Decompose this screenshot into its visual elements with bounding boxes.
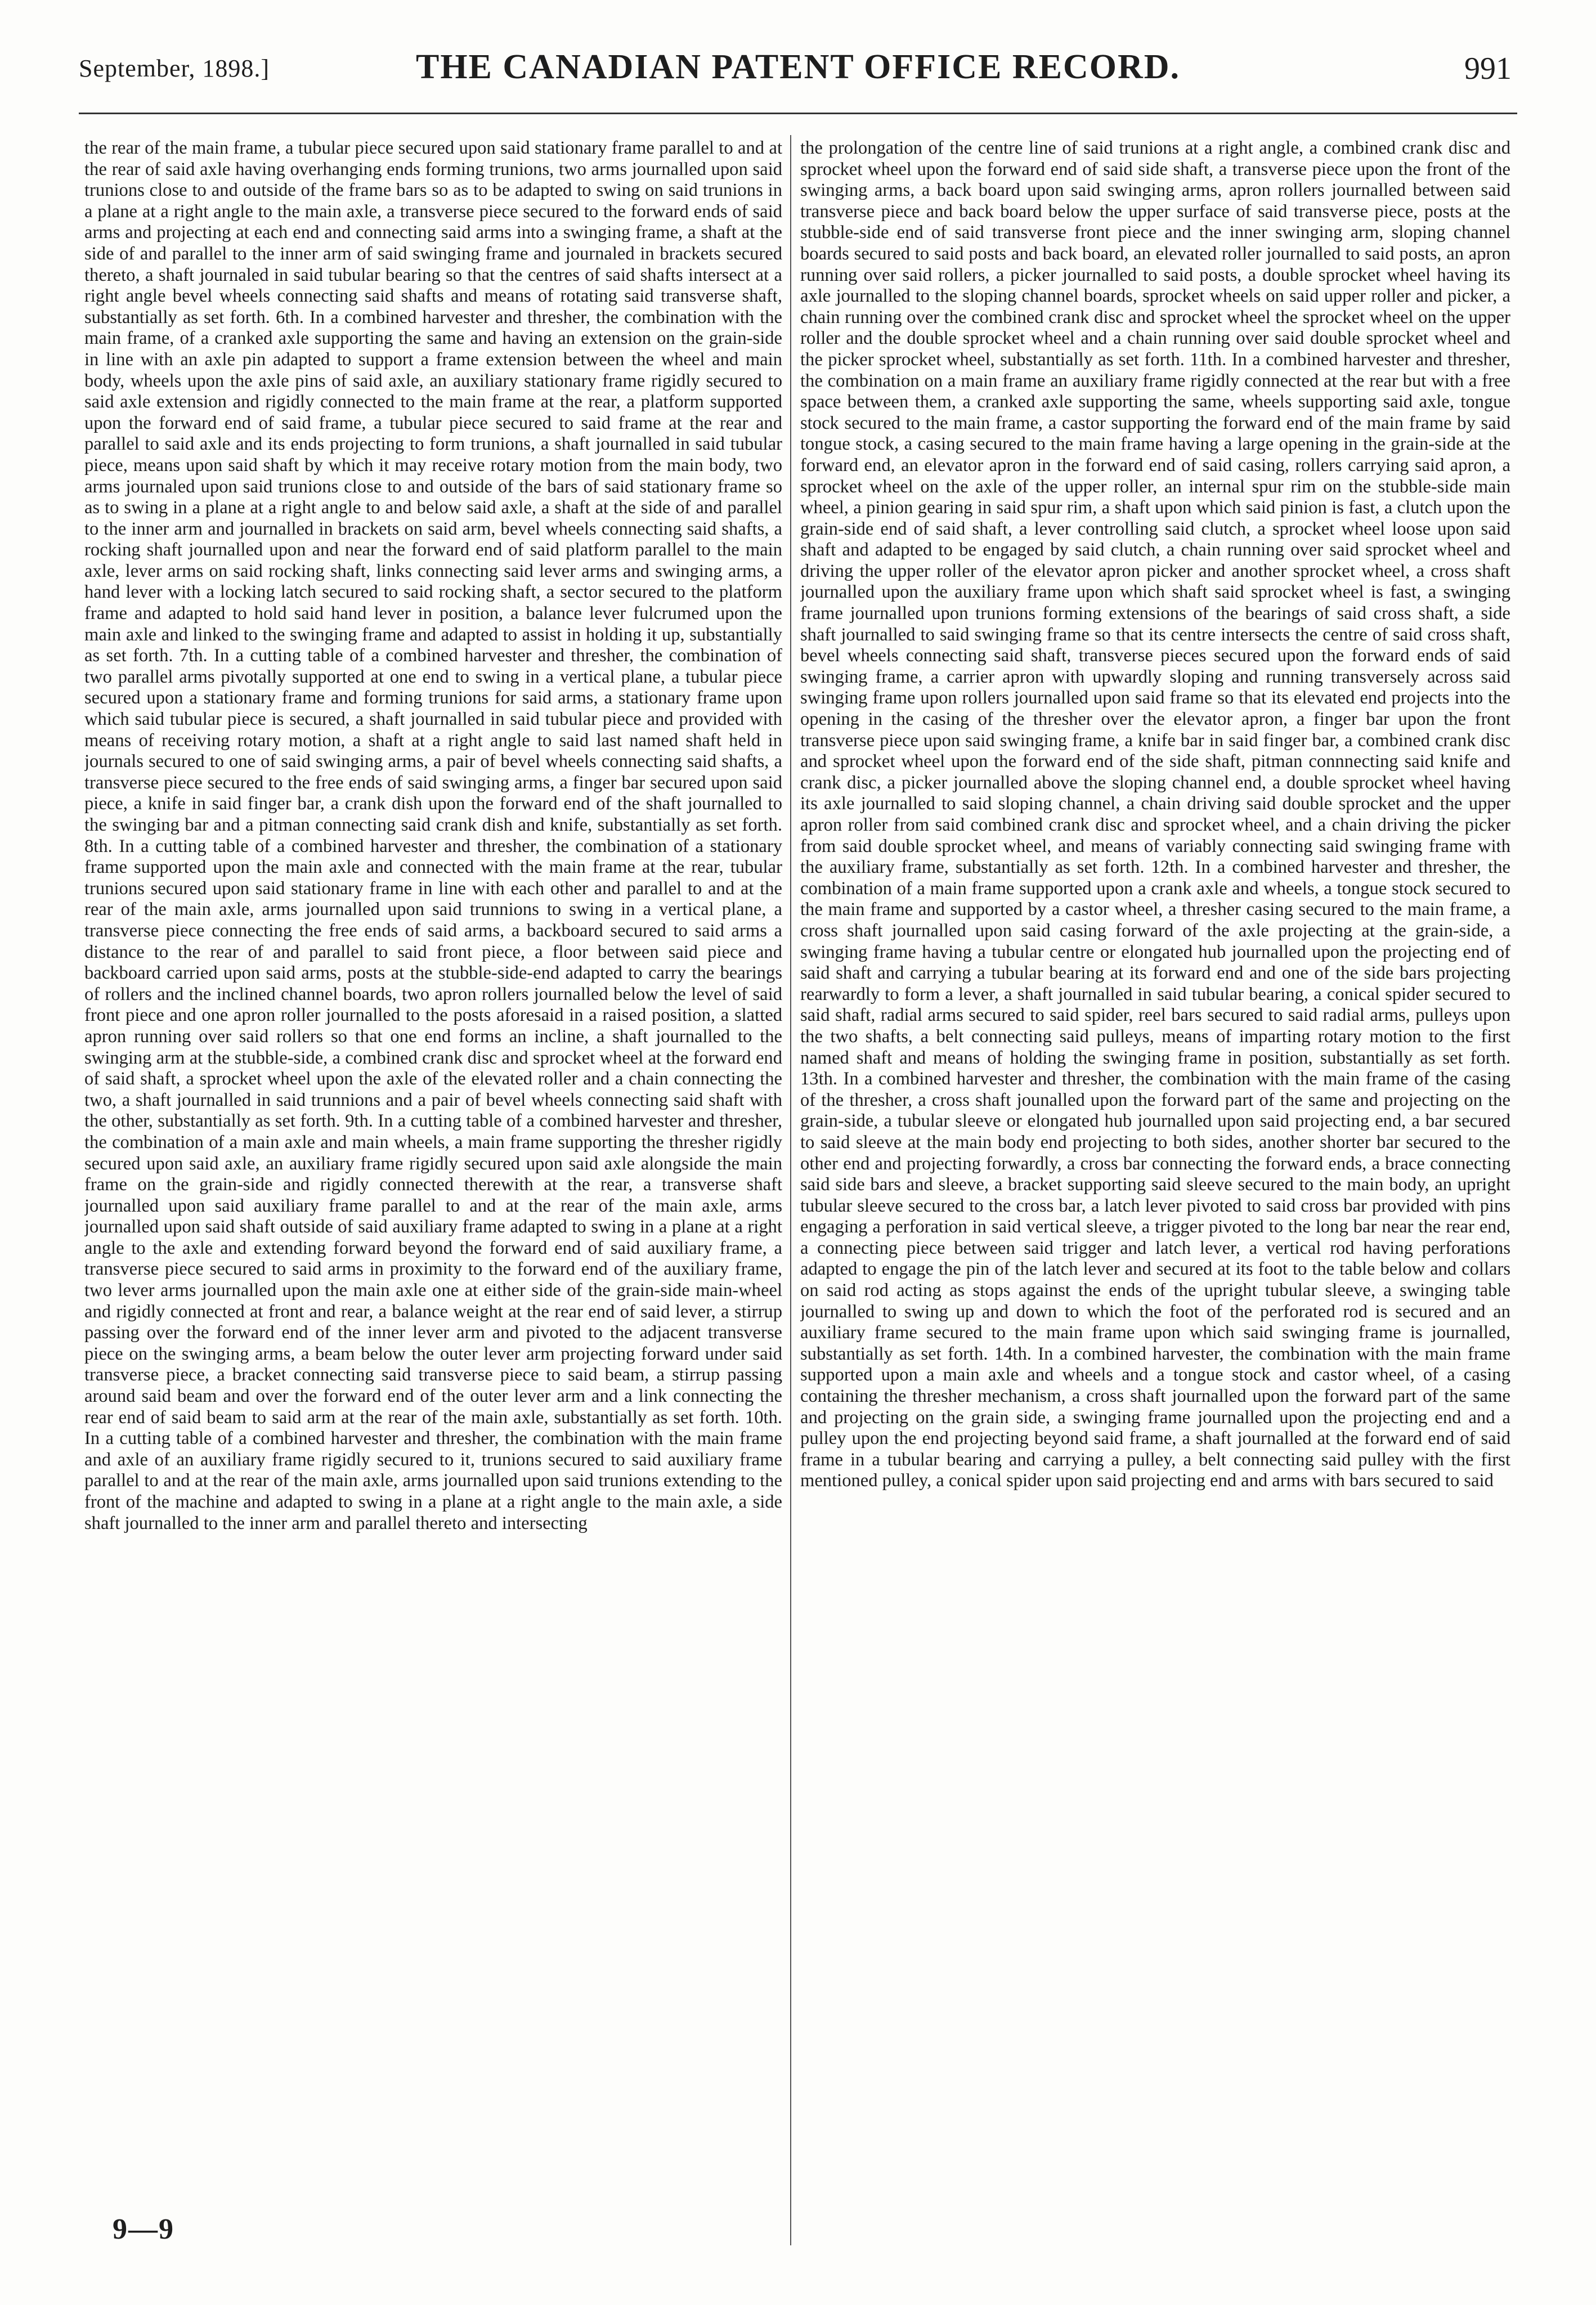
right-column-text: the prolongation of the centre line of said trunions at a right angle, a combined crank disc and sprocket wheel upon the forward end of said side shaft, a transverse piece upon the front of the swinging arms, a back board upon said swinging arms, apron rollers journalled between said transverse piece and back board below the upper surface of said transverse piece, posts at the stubble-side end of said transverse front piece and the inner swinging arm, sloping channel boards secured to said posts and back board, an elevated roller journalled to said posts, an apron running over said rollers, a picker journalled to said posts, a double sprocket wheel having its axle journalled to the sloping channel boards, sprocket wheels on said upper roller and picker, a chain running over the combined crank disc and sprocket wheel the sprocket wheel on the upper roller and the double sprocket wheel and a chain running over said double sprocket wheel and the picker sprocket wheel, substantially as set forth. 11th. In a combined harvester and thresher, the combination on a main frame an auxiliary frame rigidly connected at the rear but with a free space between them, a cranked axle supporting the same, wheels supporting said axle, tongue stock secured to the main frame, a castor supporting the forward end of the main frame by said tongue stock, a casing secured to the main frame having a large opening in the grain-side at the forward end, an elevator apron in the forward end of said casing, rollers carrying said apron, a sprocket wheel on the axle of the upper roller, an internal spur rim on the stubble-side main wheel, a pinion gearing in said spur rim, a shaft upon which said pinion is fast, a clutch upon the grain-side end of said shaft, a lever controlling said clutch, a sprocket wheel loose upon said shaft and adapted to be engaged by said clutch, a chain running over said sprocket wheel and driving the upper roller of the elevator apron picker and another sprocket wheel, a cross shaft journalled upon the auxiliary frame upon which shaft said sprocket wheel is fast, a swinging frame journalled upon trunions forming extensions of the bearings of said cross shaft, a side shaft journalled to said swinging frame so that its centre intersects the centre of said cross shaft, bevel wheels connecting said shaft, transverse pieces secured upon the forward ends of said swinging frame, a carrier apron with upwardly sloping and running transversely across said swinging frame upon rollers journalled upon said frame so that its elevated end projects into the opening in the casing of the thresher over the elevator apron, a finger bar upon the front transverse piece upon said swinging frame, a knife bar in said finger bar, a combined crank disc and sprocket wheel upon the forward end of the side shaft, pitman connnecting said knife and crank disc, a picker journalled above the sloping channel end, a double sprocket wheel having its axle journalled to said sloping channel, a chain driving said double sprocket and the upper apron roller from said combined crank disc and sprocket wheel, and a chain driving the picker from said double sprocket wheel, and means of variably connecting said swinging frame with the auxiliary frame, substantially as set forth. 12th. In a combined harvester and thresher, the combination of a main frame supported upon a crank axle and wheels, a tongue stock secured to the main frame and supported by a castor wheel, a thresher casing secured to the main frame, a cross shaft journalled upon said casing forward of the axle projecting at the grain-side, a swinging frame having a tubular centre or elongated hub journalled upon the projecting end of said shaft and carrying a tubular bearing at its forward end and one of the side bars projecting rearwardly to form a lever, a shaft journalled in said tubular bearing, a conical spider secured to said shaft, radial arms secured to said spider, reel bars secured to said radial arms, pulleys upon the two shafts, a belt connecting said pulleys, means of imparting rotary motion to the first named shaft and means of holding the swinging frame in position, substantially as set forth. 13th. In a combined harvester and thresher, the combination with the main frame of the casing of the thresher, a cross shaft jounalled upon the forward part of the same and projecting on the grain-side, a tubular sleeve or elongated hub journalled upon said projecting end, a bar secured to said sleeve at the main body end projecting to both sides, another shorter bar secured to the other end and projecting forwardly, a cross bar connecting the forward ends, a brace connecting said side bars and sleeve, a bracket supporting said sleeve secured to the main body, an upright tubular sleeve secured to the cross bar, a latch lever pivoted to said cross bar provided with pins engaging a perforation in said vertical sleeve, a trigger pivoted to the long bar near the rear end, a connecting piece between said trigger and latch lever, a vertical rod having perforations adapted to engage the pin of the latch lever and secured at its foot to the table below and collars on said rod acting as stops against the ends of the upright tubular sleeve, a swinging table journalled to swing up and down to which the foot of the perforated rod is secured and an auxiliary frame secured to the main frame upon which said swinging frame is journalled, substantially as set forth. 14th. In a combined harvester, the combination with the main frame supported upon a main axle and wheels and a tongue stock and castor wheel, of a casing containing the thresher mechanism, a cross shaft journalled upon the forward part of the same and projecting on the grain side, a swinging frame journalled upon the projecting end and a pulley upon the end projecting beyond said frame, a shaft journalled at the forward end of said frame in a tubular bearing and carrying a pulley, a belt connecting said pulley with the first mentioned pulley, a conical spider upon said projecting end and arms with bars secured to said	[800, 138, 1510, 1491]
signature-mark: 9—9	[113, 2213, 174, 2245]
right-column	[800, 138, 1510, 2209]
column-divider	[790, 135, 791, 2245]
page-number: 991	[1464, 51, 1512, 86]
header-date: September, 1898.]	[79, 55, 270, 82]
page-title: THE CANADIAN PATENT OFFICE RECORD.	[415, 48, 1181, 86]
left-column-text: the rear of the main frame, a tubular piece secured upon said stationary frame parallel to and at the rear of said axle having overhanging ends forming trunions, two arms journalled upon said trunions close to and outside of the frame bars so as to be adapted to swing on said trunions in a plane at a right angle to the main axle, a transverse piece secured to the forward ends of said arms and projecting at each end and connecting said arms into a swinging frame, a shaft at the side of and parallel to the inner arm of said swinging frame and journaled in brackets secured thereto, a shaft journaled in said tubular bearing so that the centres of said shafts intersect at a right angle bevel wheels connecting said shafts and means of rotating said transverse shaft, substantially as set forth. 6th. In a combined harvester and thresher, the combination with the main frame, of a cranked axle supporting the same and having an extension on the grain-side in line with an axle pin adapted to support a frame extension between the wheel and main body, wheels upon the axle pins of said axle, an auxiliary stationary frame rigidly secured to said axle extension and rigidly connected to the main frame at the rear, a platform supported upon the forward end of said frame, a tubular piece secured to said frame at the rear and parallel to said axle and its ends projecting to form trunions, a shaft journalled in said tubular piece, means upon said shaft by which it may receive rotary motion from the main body, two arms journaled upon said trunions close to and outside of the bars of said stationary frame so as to swing in a plane at a right angle to and below said axle, a shaft at the side of and parallel to the inner arm and journalled in brackets on said arm, bevel wheels connecting said shafts, a rocking shaft journalled upon and near the forward end of said platform parallel to the main axle, lever arms on said rocking shaft, links connecting said lever arms and swinging arms, a hand lever with a locking latch secured to said rocking shaft, a sector secured to the platform frame and adapted to hold said hand lever in position, a balance lever fulcrumed upon the main axle and linked to the swinging frame and adapted to assist in holding it up, substantially as set forth. 7th. In a cutting table of a combined harvester and thresher, the combination of two parallel arms pivotally supported at one end to swing in a vertical plane, a tubular piece secured upon a stationary frame and forming trunions for said arms, a stationary frame upon which said tubular piece is secured, a shaft journalled in said tubular piece and provided with means of receiving rotary motion, a shaft at a right angle to said last named shaft held in journals secured to one of said swinging arms, a pair of bevel wheels connecting said shafts, a transverse piece secured to the free ends of said swinging arms, a finger bar secured upon said piece, a knife in said finger bar, a crank dish upon the forward end of the shaft journalled to the swinging bar and a pitman connecting said crank dish and knife, substantially as set forth. 8th. In a cutting table of a combined harvester and thresher, the combination of a stationary frame supported upon the main axle and connected with the main frame at the rear, tubular trunions secured upon said stationary frame in line with each other and parallel to and at the rear of the main axle, arms journalled upon said trunnions to swing in a vertical plane, a transverse piece connecting the free ends of said arms, a backboard secured to said arms a distance to the rear of and parallel to said front piece, a floor between said piece and backboard carried upon said arms, posts at the stubble-side-end adapted to carry the bearings of rollers and the inclined channel boards, two apron rollers journalled below the level of said front piece and one apron roller journalled to the posts aforesaid in a raised position, a slatted apron running over said rollers so that one end forms an incline, a shaft journalled to the swinging arm at the stubble-side, a combined crank disc and sprocket wheel at the forward end of said shaft, a sprocket wheel upon the axle of the elevated roller and a chain connecting the two, a shaft journalled in said trunnions and a pair of bevel wheels connecting said shaft with the other, substantially as set forth. 9th. In a cutting table of a combined harvester and thresher, the combination of a main axle and main wheels, a main frame supporting the thresher rigidly secured upon said axle, an auxiliary frame rigidly secured upon said axle alongside the main frame on the grain-side and rigidly connected therewith at the rear, a transverse shaft journalled upon said auxiliary frame parallel to and at the rear of the main axle, arms journalled upon said shaft outside of said auxiliary frame adapted to swing in a plane at a right angle to the axle and extending forward beyond the forward end of said auxiliary frame, a transverse piece secured to said arms in proximity to the forward end of the auxiliary frame, two lever arms journalled upon the main axle one at either side of the grain-side main-wheel and rigidly connected at front and rear, a balance weight at the rear end of said lever, a stirrup passing over the forward end of the inner lever arm and pivoted to the adjacent transverse piece on the swinging arms, a beam below the outer lever arm projecting forward under said transverse piece, a bracket connecting said transverse piece to said beam, a stirrup passing around said beam and over the forward end of the outer lever arm and a link connecting the rear end of said beam to said arm at the rear of the main axle, substantially as set forth. 10th. In a cutting table of a combined harvester and thresher, the combination with the main frame and axle of an auxiliary frame rigidly secured to it, trunions secured to said auxiliary frame parallel to and at the rear of the main axle, arms journalled upon said trunions extending to the front of the machine and adapted to swing in a plane at a right angle to the main axle, a side shaft journalled to the inner arm and parallel thereto and intersecting	[84, 138, 782, 1533]
header-rule	[79, 113, 1517, 114]
left-column	[84, 138, 782, 2209]
